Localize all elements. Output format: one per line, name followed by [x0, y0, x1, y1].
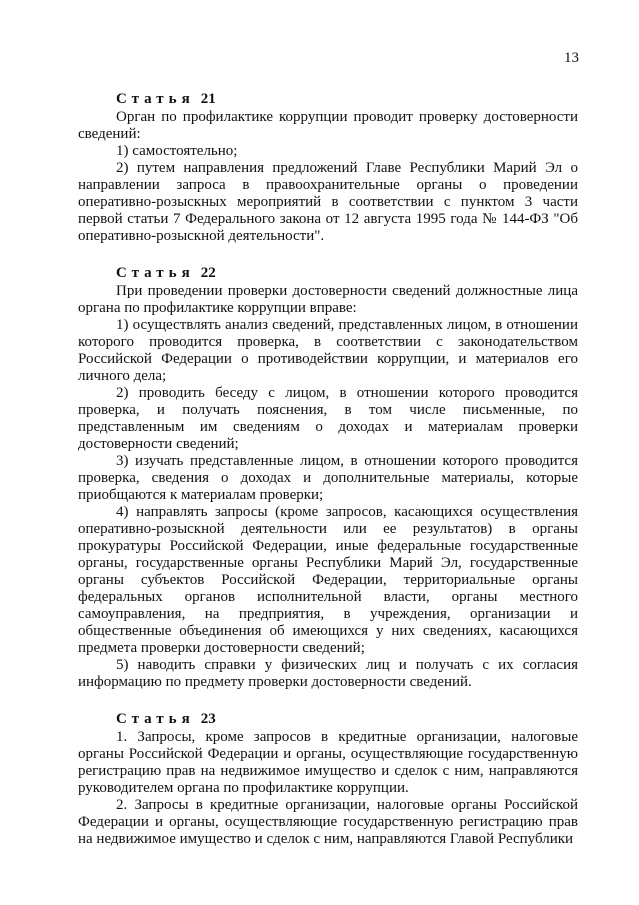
- paragraph: При проведении проверки достоверности сведений должностные лица органа по профилактике коррупции вправе:: [78, 283, 578, 316]
- paragraph: 5) наводить справки у физических лиц и получать с их согласия информацию по предмету проверки достоверности сведений.: [78, 657, 578, 690]
- paragraph: 2) путем направления предложений Главе Республики Марий Эл о направлении запроса в правоохранительные органы о проведении оперативно-розыскных мероприятий в соответствии с пунктом 3 части первой статьи 7 Федерального закона от 12 августа 1995 года № 144-ФЗ "Об оперативно-розыскной деятельности".: [78, 160, 578, 244]
- article-heading: Статья 23: [116, 711, 216, 727]
- paragraph: 4) направлять запросы (кроме запросов, касающихся осуществления оперативно-розыскной деятельности или ее результатов) в органы прокуратуры Российской Федерации, иные федеральные государственные органы, государственные органы Республики Марий Эл, государственные органы субъектов Российской Федерации, территориальные органы федеральных органов исполнительной власти, органы местного самоуправления, на предприятия, в учреждения, организации и общественные объединения об имеющихся у них сведениях, касающихся предмета проверки достоверности сведений;: [78, 504, 578, 656]
- paragraph: 3) изучать представленные лицом, в отношении которого проводится проверка, сведения о доходах и дополнительные материалы, которые приобщаются к материалам проверки;: [78, 453, 578, 503]
- paragraph: 1) самостоятельно;: [116, 143, 238, 159]
- paragraph: 1. Запросы, кроме запросов в кредитные организации, налоговые органы Российской Федерации и органы, осуществляющие государственную регистрацию прав на недвижимое имущество и сделок с ним, направляются руководителем органа по профилактике коррупции.: [78, 729, 578, 796]
- paragraph: Орган по профилактике коррупции проводит проверку достоверности сведений:: [78, 109, 578, 142]
- document-body: [78, 91, 578, 868]
- article-21: [78, 91, 578, 245]
- paragraph: 1) осуществлять анализ сведений, представленных лицом, в отношении которого проводится проверка, в соответствии с законодательством Российской Федерации о противодействии коррупции, и материалов его личного дела;: [78, 317, 578, 384]
- article-23: [78, 711, 578, 848]
- article-22: [78, 265, 578, 691]
- article-heading: Статья 21: [116, 91, 216, 107]
- paragraph: 2. Запросы в кредитные организации, налоговые органы Российской Федерации и органы, осуществляющие государственную регистрацию прав на недвижимое имущество и сделок с ним, направляются Главой Республики: [78, 797, 578, 847]
- page-number: 13: [564, 50, 579, 66]
- paragraph: 2) проводить беседу с лицом, в отношении которого проводится проверка, и получать пояснения, в том числе письменные, по представленным им сведениям о доходах и материалам проверки достоверности сведений;: [78, 385, 578, 452]
- article-heading: Статья 22: [116, 265, 216, 281]
